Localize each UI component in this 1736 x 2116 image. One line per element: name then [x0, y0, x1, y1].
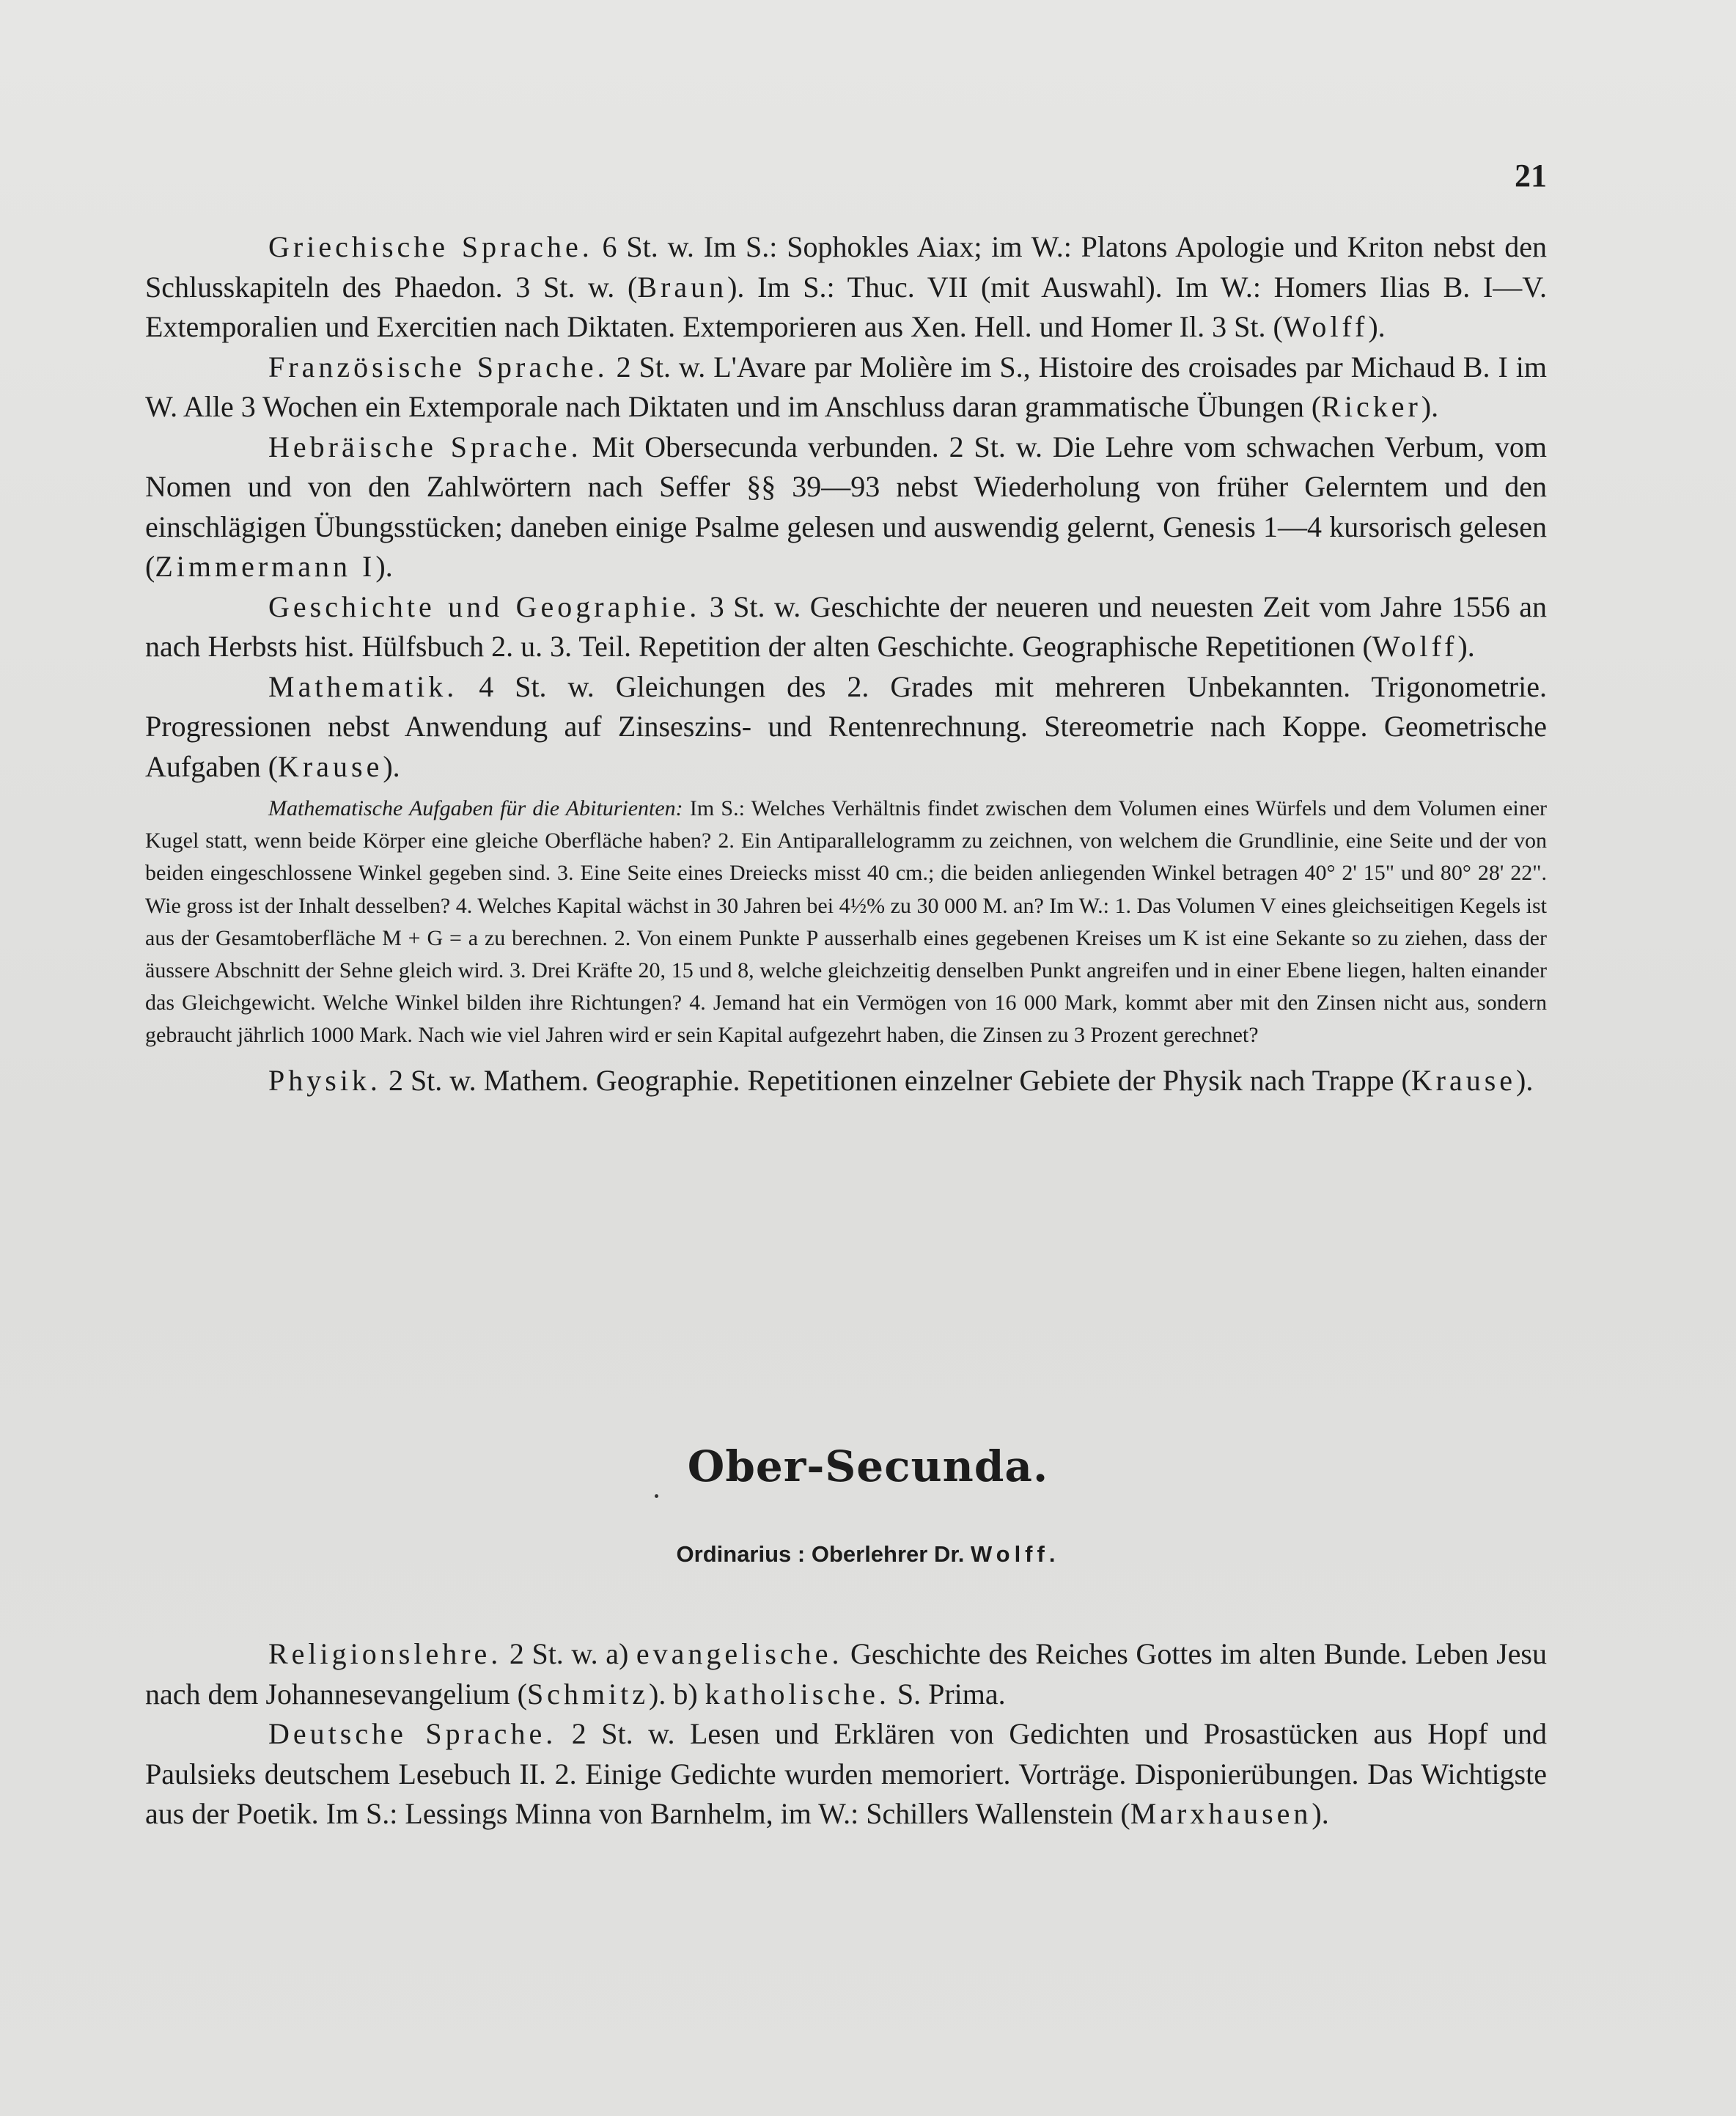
teacher-name: Zimmermann I — [155, 550, 376, 583]
page-number: 21 — [1515, 158, 1547, 194]
subject-heading: Mathematik. — [268, 669, 458, 703]
aufgaben-heading: Mathematische Aufgaben für die Abiturienten: — [268, 796, 683, 820]
paragraph-griechisch: Griechische Sprache. 6 St. w. Im S.: Sophokles Aiax; im W.: Platons Apologie und Kriton nebst den Schlusskapiteln des Phaedon. 3 St. w. (Braun). Im S.: Thuc. VII (mit Auswahl). Im W.: Homers Ilias B. I—V. Extemporalien und Exercitien nach Diktaten. Extemporieren aus Xen. Hell. und Homer Il. 3 St. (Wolff). — [145, 230, 1548, 343]
paragraph-hebraeisch: Hebräische Sprache. Mit Obersecunda verbunden. 2 St. w. Die Lehre vom schwachen Verbum, vom Nomen und von den Zahlwörtern nach Seffer §§ 39—93 nebst Wiederholung von früher Gelerntem und den einschlägigen Übungsstücken; daneben einige Psalme gelesen und auswendig gelernt, Genesis 1—4 kursorisch gelesen (Zimmermann I). — [145, 430, 1547, 583]
ordinarius-line: Ordinarius : Oberlehrer Dr. Wolff. — [676, 1541, 1060, 1567]
teacher-name: Wolff — [1372, 630, 1458, 663]
paragraph-geschichte: Geschichte und Geographie. 3 St. w. Geschichte der neueren und neuesten Zeit vom Jahre 1556 an nach Herbsts hist. Hülfsbuch 2. u. 3. Teil. Repetition der alten Geschichte. Geographische Repetitionen (Wolff). — [145, 589, 1547, 663]
ordinarius-name: Wolff. — [970, 1541, 1060, 1567]
subject-heading: Geschichte und Geographie. — [268, 589, 701, 623]
teacher-name: Wolff — [1282, 310, 1369, 343]
denomination-label: evangelische. — [636, 1637, 843, 1670]
paragraph-mathematik: Mathematik. 4 St. w. Gleichungen des 2. Grades mit mehreren Unbekannten. Trigonometrie. Progressionen nebst Anwendung auf Zinseszins- und Rentenrechnung. Stereometrie nach Koppe. Geometrische Aufgaben (Krause). — [145, 669, 1547, 783]
ink-dot — [655, 1494, 658, 1498]
subject-heading: Physik. — [268, 1063, 381, 1097]
teacher-name: Ricker — [1321, 390, 1421, 423]
teacher-name: Marxhausen — [1130, 1797, 1312, 1830]
paragraph-deutsch: Deutsche Sprache. 2 St. w. Lesen und Erklären von Gedichten und Prosastücken aus Hopf und Paulsieks deutschem Lesebuch II. 2. Einige Gedichte wurden memoriert. Vorträge. Disponierübungen. Das Wichtigste aus der Poetik. Im S.: Lessings Minna von Barnhelm, im W.: Schillers Wallenstein (Marxhausen). — [145, 1717, 1548, 1830]
teacher-name: Krause — [278, 749, 383, 783]
upper-text-block — [145, 227, 1547, 1101]
teacher-name: Schmitz — [526, 1677, 650, 1711]
teacher-name: Braun — [637, 270, 728, 304]
paragraph-physik: Physik. 2 St. w. Mathem. Geographie. Repetitionen einzelner Gebiete der Physik nach Trappe (Krause). — [268, 1063, 1534, 1097]
paragraph-religion: Religionslehre. 2 St. w. a) evangelische. Geschichte des Reiches Gottes im alten Bunde. Leben Jesu nach dem Johannesevangelium (Schmitz). b) katholische. S. Prima. — [145, 1637, 1547, 1711]
teacher-name: Krause — [1410, 1063, 1517, 1097]
denomination-label: katholische. — [705, 1677, 890, 1711]
paragraph-abitur-aufgaben: Mathematische Aufgaben für die Abiturienten: Im S.: Welches Verhältnis findet zwischen dem Volumen eines Würfels und dem Volumen einer Kugel statt, wenn beide Körper eine gleiche Oberfläche haben? 2. Ein Antiparallelogramm zu zeichnen, von welchem die Grundlinie, eine Seite und der von beiden eingeschlossene Winkel gegeben sind. 3. Eine Seite eines Dreiecks misst 40 cm.; die beiden anliegenden Winkel betragen 40° 2' 15" und 80° 28' 22". Wie gross ist der Inhalt desselben? 4. Welches Kapital wächst in 30 Jahren bei 4½% zu 30 000 M. an? Im W.: 1. Das Volumen V eines gleichseitigen Kegels ist aus der Gesamtoberfläche M + G = a zu berechnen. 2. Von einem Punkte P ausserhalb eines gegebenen Kreises um K ist eine Sekante so zu ziehen, dass der äussere Abschnitt der Sehne gleich wird. 3. Drei Kräfte 20, 15 und 8, welche gleichzeitig denselben Punkt angreifen und in einer Ebene liegen, halten einander das Gleichgewicht. Welche Winkel bilden ihre Richtungen? 4. Jemand hat ein Vermögen von 16 000 Mark, kommt aber mit den Zinsen nicht aus, sondern gebraucht jährlich 1000 Mark. Nach wie viel Jahren wird er sein Kapital aufgezehrt haben, die Zinsen zu 3 Prozent gerechnet? — [145, 796, 1547, 1048]
subject-heading: Griechische Sprache. — [268, 230, 593, 263]
section-title: Ober-Secunda. — [687, 1441, 1049, 1491]
subject-heading: Hebräische Sprache. — [268, 430, 582, 463]
paragraph-franzoesisch: Französische Sprache. 2 St. w. L'Avare par Molière im S., Histoire des croisades par Michaud B. I im W. Alle 3 Wochen ein Extemporale nach Diktaten und im Anschluss daran grammatische Übungen (Ricker). — [145, 350, 1547, 423]
subject-heading: Französische Sprache. — [268, 350, 608, 383]
subject-heading: Religionslehre. — [268, 1637, 502, 1670]
lower-text-block — [145, 1634, 1547, 1834]
subject-heading: Deutsche Sprache. — [268, 1717, 557, 1750]
